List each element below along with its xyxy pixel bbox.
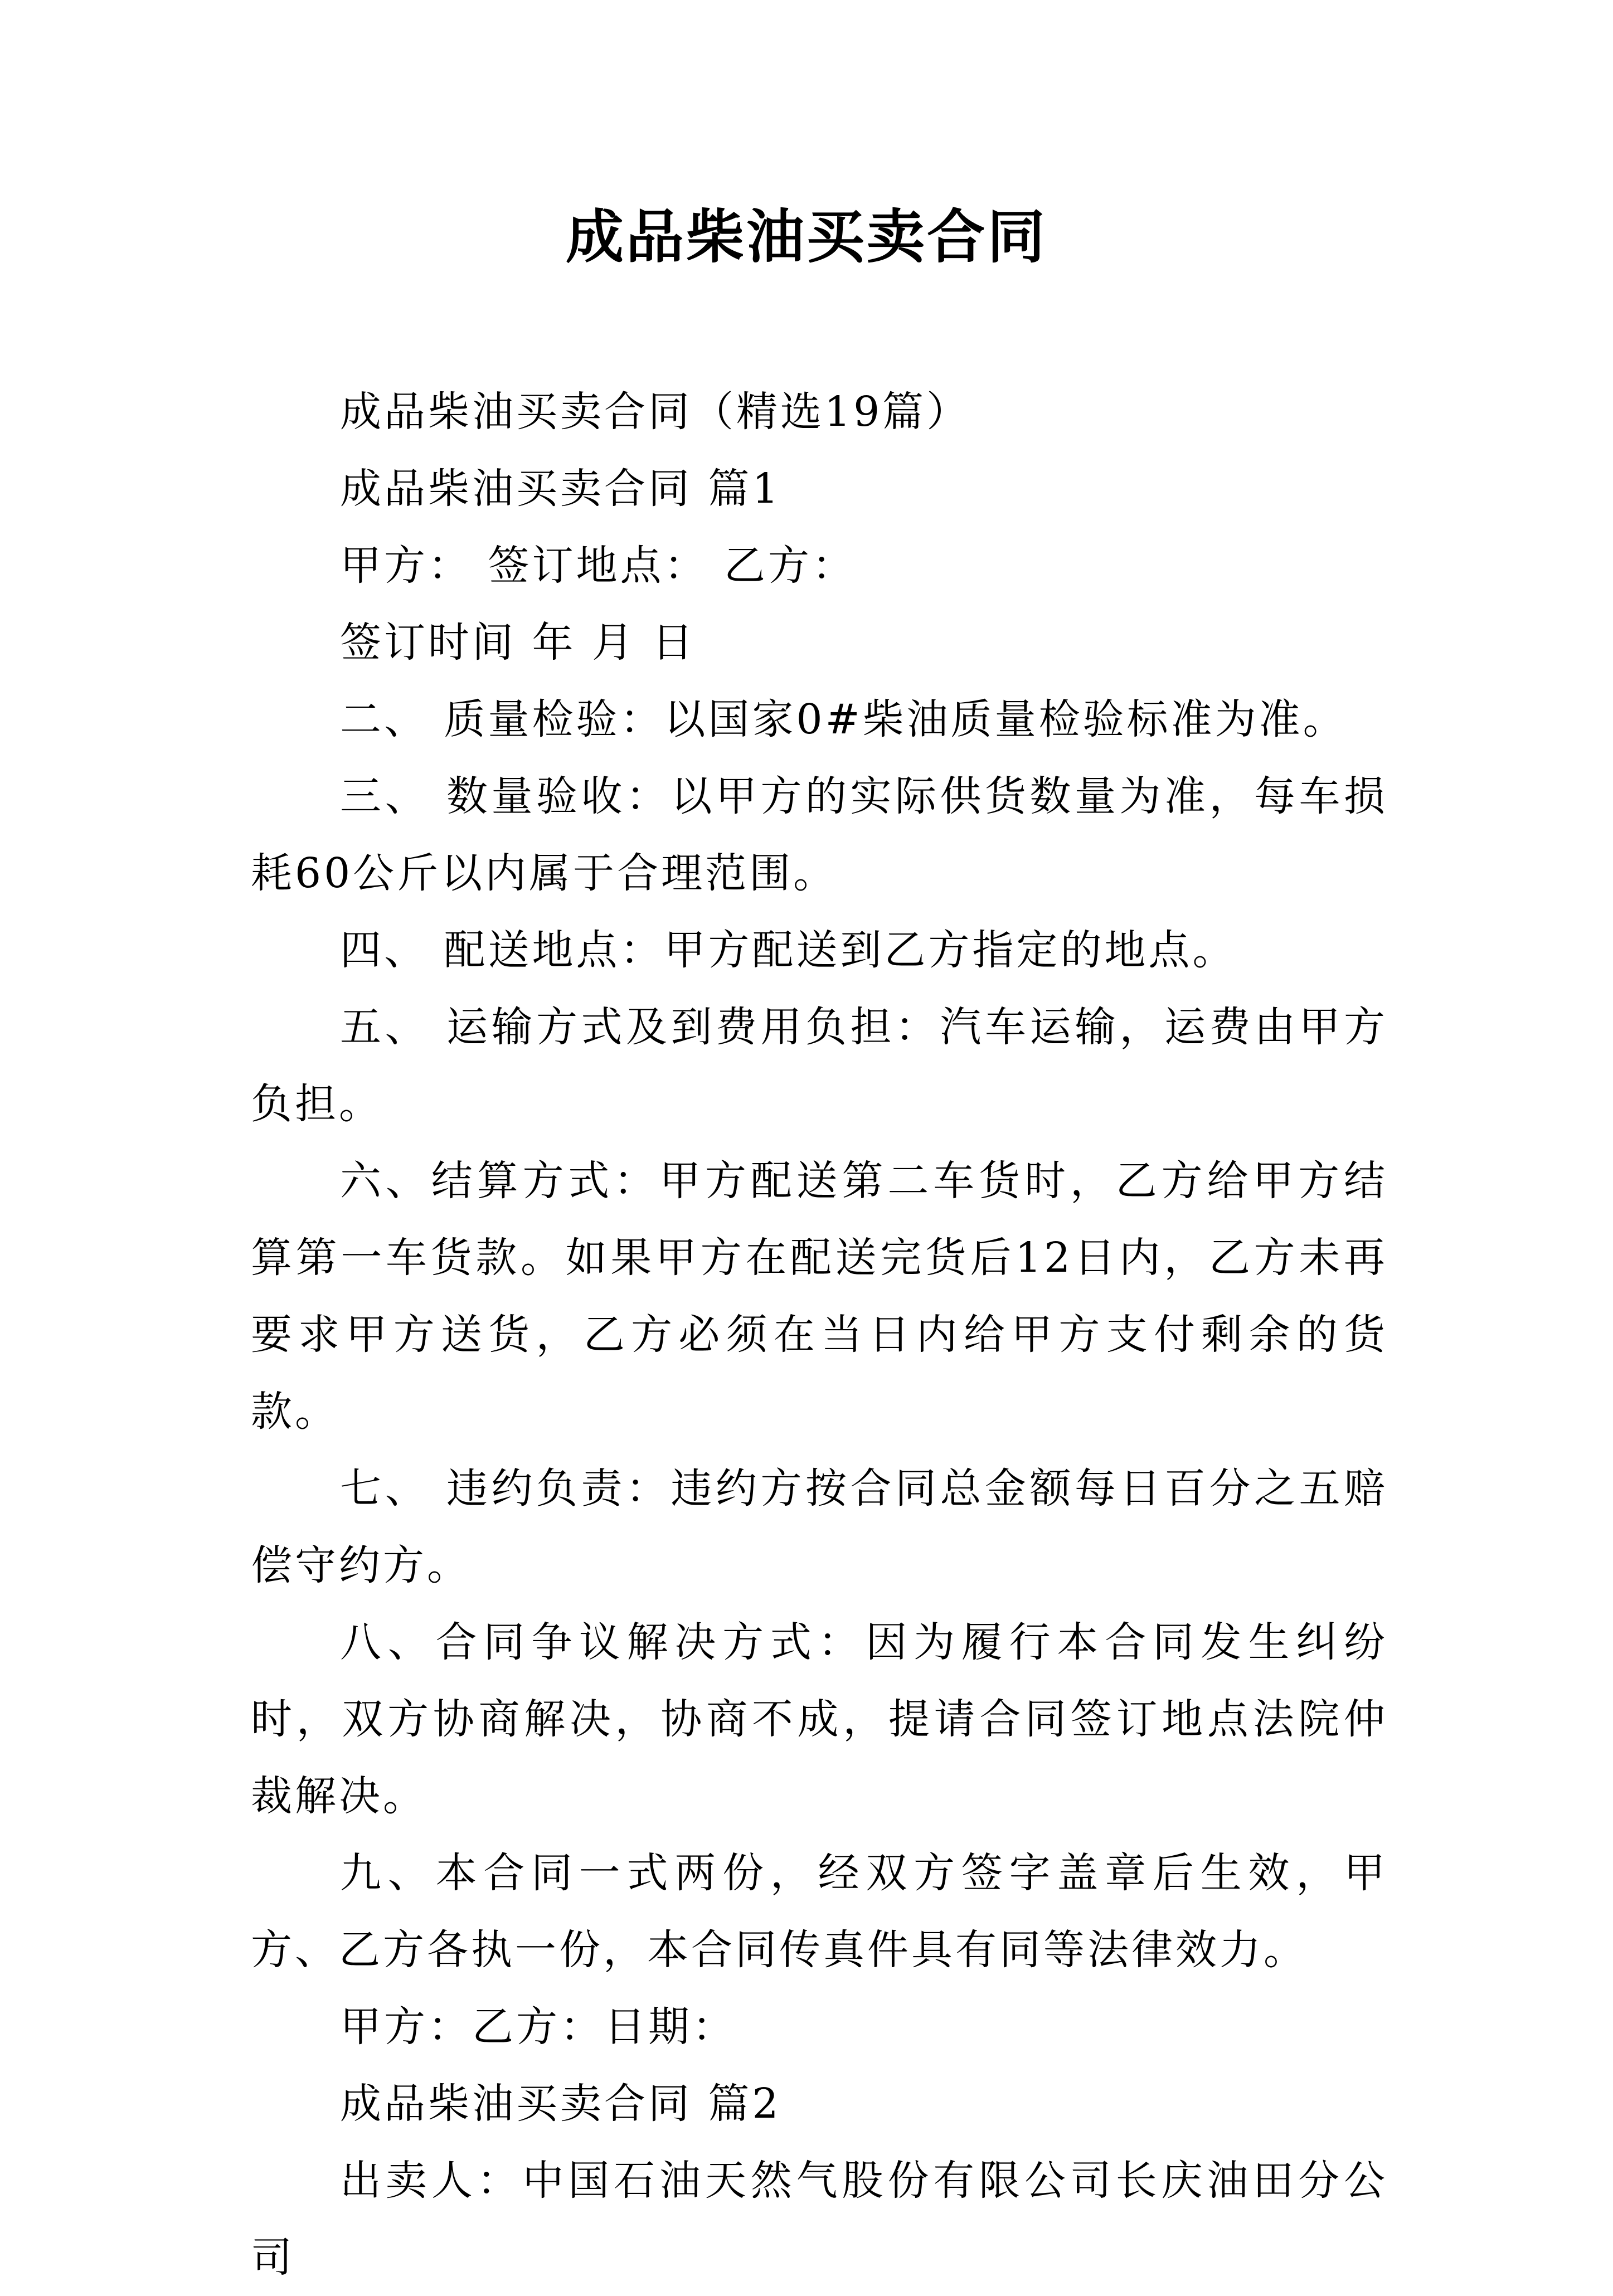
clause-transport: 五、 运输方式及到费用负担：汽车运输，运费由甲方负担。 (251, 1003, 1388, 1128)
clause-quantity: 三、 数量验收：以甲方的实际供货数量为准，每车损耗60公斤以内属于合理范围。 (251, 772, 1388, 897)
document-body (251, 373, 1388, 2296)
clause-delivery-location: 四、 配送地点：甲方配送到乙方指定的地点。 (340, 926, 1237, 974)
clause-breach: 七、 违约负责：违约方按合同总金额每日百分之五赔偿守约方。 (251, 1465, 1388, 1589)
document-title: 成品柴油买卖合同 (565, 202, 1047, 271)
clause-settlement: 六、结算方式：甲方配送第二车货时，乙方给甲方结算第一车货款。如果甲方在配送完货后12日内，乙方未再要求甲方送货，乙方必须在当日内给甲方支付剩余的货款。 (251, 1157, 1388, 1436)
sign-date-paragraph: 签订时间 年 月 日 (340, 619, 696, 667)
seller-paragraph: 出卖人：中国石油天然气股份有限公司长庆油田分公司 (251, 2157, 1388, 2282)
signature-line: 甲方：乙方：日期： (340, 2003, 736, 2051)
subtitle-paragraph: 成品柴油买卖合同（精选19篇） (340, 388, 971, 436)
clause-quality: 二、 质量检验：以国家0#柴油质量检验标准为准。 (340, 695, 1347, 743)
clause-dispute: 八、合同争议解决方式：因为履行本合同发生纠纷时，双方协商解决，协商不成，提请合同签订地点法院仲裁解决。 (251, 1618, 1388, 1820)
clause-copies: 九、本合同一式两份，经双方签字盖章后生效，甲方、乙方各执一份，本合同传真件具有同等法律效力。 (251, 1849, 1388, 1974)
section-heading: 成品柴油买卖合同 篇1 (340, 465, 781, 513)
section-heading-2: 成品柴油买卖合同 篇2 (340, 2080, 781, 2128)
party-info-paragraph: 甲方： 签订地点： 乙方： (340, 542, 857, 590)
